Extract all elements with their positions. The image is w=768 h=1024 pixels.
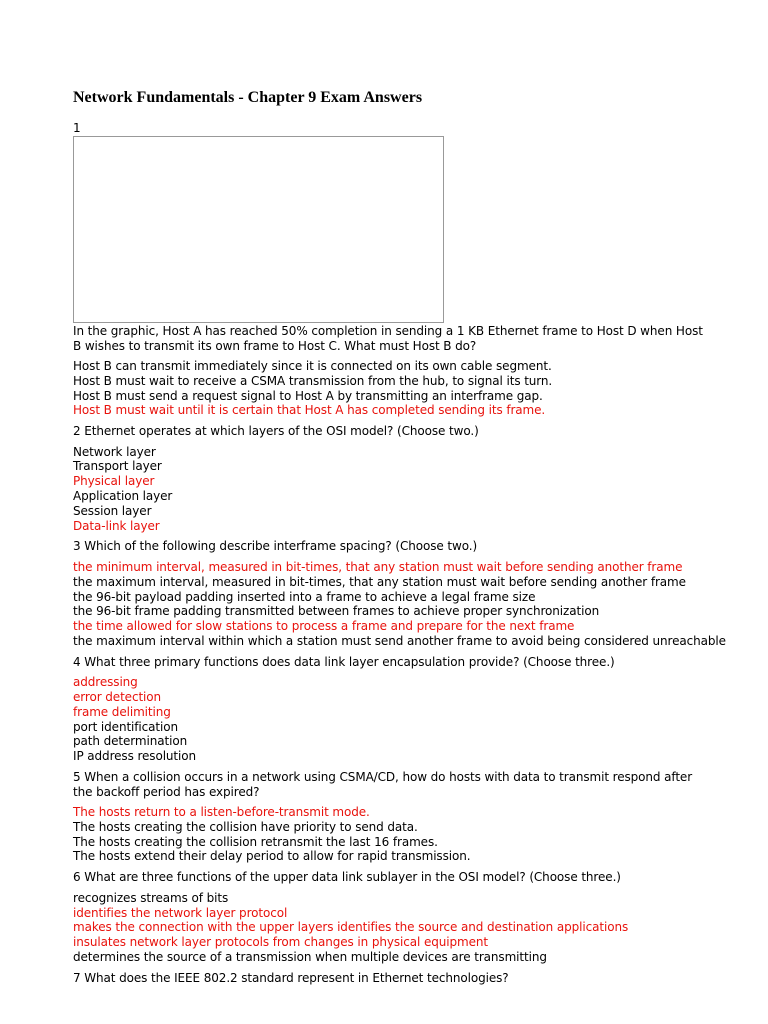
answer-option-correct: The hosts return to a listen-before-transmit mode. <box>73 805 370 820</box>
answer-option: Host B must send a request signal to Host A by transmitting an interframe gap. <box>73 388 543 403</box>
answer-option-correct: insulates network layer protocols from changes in physical equipment <box>73 935 488 950</box>
answer-option: Network layer <box>73 444 156 459</box>
question-text: 6 What are three functions of the upper data link sublayer in the OSI model? (Choose three.) <box>73 870 621 885</box>
question-7 <box>73 971 713 986</box>
answer-option: The hosts extend their delay period to allow for rapid transmission. <box>73 849 471 864</box>
answer-option-correct: Physical layer <box>73 474 155 489</box>
answer-option-correct: Host B must wait until it is certain that Host A has completed sending its frame. <box>73 403 546 418</box>
question-5 <box>73 770 713 864</box>
answer-option: The hosts creating the collision retransmit the last 16 frames. <box>73 834 438 849</box>
answer-option: Application layer <box>73 489 173 504</box>
page-title: Network Fundamentals - Chapter 9 Exam Answers <box>73 89 423 106</box>
answer-option-correct: addressing <box>73 675 138 690</box>
question-text: 4 What three primary functions does data link layer encapsulation provide? (Choose three.) <box>73 654 615 669</box>
answer-option-correct: identifies the network layer protocol <box>73 905 288 920</box>
question-6 <box>73 870 713 964</box>
answer-option: determines the source of a transmission when multiple devices are transmitting <box>73 949 547 964</box>
answer-option: Transport layer <box>73 459 162 474</box>
answer-option: Host B must wait to receive a CSMA transmission from the hub, to signal its turn. <box>73 373 553 388</box>
answer-option: path determination <box>73 734 188 749</box>
question-text: 3 Which of the following describe interframe spacing? (Choose two.) <box>73 539 478 554</box>
answer-option: the maximum interval within which a station must send another frame to avoid being considered unreachable <box>73 633 726 648</box>
answer-option: the 96-bit payload padding inserted into a frame to achieve a legal frame size <box>73 589 536 604</box>
answer-options <box>73 359 713 418</box>
question-text: 2 Ethernet operates at which layers of the OSI model? (Choose two.) <box>73 424 479 439</box>
answer-option-correct: the time allowed for slow stations to process a frame and prepare for the next frame <box>73 619 575 634</box>
answer-option: recognizes streams of bits <box>73 890 229 905</box>
answer-options <box>73 445 713 534</box>
graphic-placeholder <box>73 136 444 323</box>
question-text: 7 What does the IEEE 802.2 standard represent in Ethernet technologies? <box>73 970 509 985</box>
answer-option: The hosts creating the collision have priority to send data. <box>73 819 418 834</box>
answer-option-correct: the minimum interval, measured in bit-times, that any station must wait before sending another frame <box>73 559 683 574</box>
answer-options <box>73 559 726 649</box>
question-text: 5 When a collision occurs in a network using CSMA/CD, how do hosts with data to transmit respond after the backoff period has expired? <box>73 770 693 799</box>
answer-option-correct: frame delimiting <box>73 704 171 719</box>
document <box>73 88 726 991</box>
answer-options <box>73 891 713 965</box>
answer-option-correct: Data-link layer <box>73 518 160 533</box>
question-number: 1 <box>73 121 81 135</box>
answer-option: Host B can transmit immediately since it is connected on its own cable segment. <box>73 359 552 373</box>
question-3 <box>73 539 726 648</box>
answer-options <box>73 805 713 864</box>
answer-option: port identification <box>73 719 178 734</box>
answer-option-correct: makes the connection with the upper layers identifies the source and destination applications <box>73 920 629 935</box>
question-4 <box>73 655 713 764</box>
question-2 <box>73 424 713 533</box>
answer-option: IP address resolution <box>73 749 197 764</box>
answer-option: the 96-bit frame padding transmitted between frames to achieve proper synchronization <box>73 604 600 619</box>
question-1 <box>73 121 713 418</box>
answer-option: Session layer <box>73 503 152 518</box>
answer-options <box>73 675 713 764</box>
answer-option-correct: error detection <box>73 690 162 705</box>
answer-option: the maximum interval, measured in bit-times, that any station must wait before sending another frame <box>73 574 686 589</box>
question-text: In the graphic, Host A has reached 50% completion in sending a 1 KB Ethernet frame to Host D when Host B wishes to transmit its own frame to Host C. What must Host B do? <box>73 324 703 353</box>
